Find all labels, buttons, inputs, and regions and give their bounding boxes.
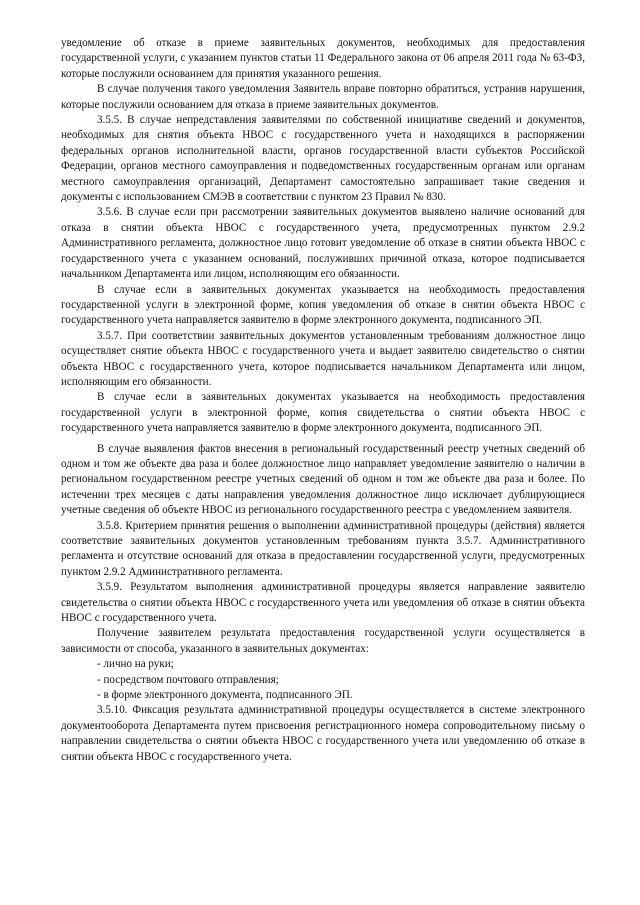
paragraph-3-5-6: 3.5.6. В случае если при рассмотрении заявительных документов выявлено наличие оснований для отказа в снятии объекта НВОС с государственного учета, предусмотренных пунктом 2.9.2 Административного регламента, должностное лицо готовит уведомление об отказе в снятии объекта НВОС с государственного учета с указанием оснований, послуживших причиной отказа, которое подписывается начальником Департамента или лицом, исполняющим его обязанности. <box>61 206 585 281</box>
paragraph-3-5-9: 3.5.9. Результатом выполнения административной процедуры является направление заявителю свидетельства о снятии объекта НВОС с государственного учета или уведомления об отказе в снятии объекта НВОС с государственного учета. <box>61 581 585 625</box>
paragraph-3-5-8: 3.5.8. Критерием принятия решения о выполнении административной процедуры (действия) является соответствие заявительных документов установленным требованиям пункта 3.5.7. Административного регламента и отсутствие оснований для отказа в предоставлении государственной услуги, предусмотренных пунктом 2.9.2 Административного регламента. <box>61 519 585 578</box>
paragraph-reapply: В случае получения такого уведомления Заявитель вправе повторно обратиться, устранив нарушения, которые послужили основанием для отказа в приеме заявительных документов. <box>61 83 585 111</box>
document-page <box>61 36 585 765</box>
paragraph-3-5-7: 3.5.7. При соответствии заявительных документов установленным требованиям должностное лицо осуществляет снятие объекта НВОС с государственного учета и выдает заявителю свидетельство о снятии объекта НВОС с государственного учета, которое подписывается начальником Департамента или лицом, исполняющим его обязанности. <box>61 329 585 388</box>
paragraph-electronic-certificate-copy: В случае если в заявительных документах указывается на необходимость предоставления государственной услуги в электронной форме, копия свидетельства о снятии объекта НВОС с государственного учета направляется заявителю в форме электронного документа, подписанного ЭП. <box>61 391 585 435</box>
paragraph-duplicate-records: В случае выявления фактов внесения в региональный государственный реестр учетных сведений об одном и том же объекте два раза и более должностное лицо направляет уведомление заявителю о наличии в региональном государственном реестре учетных сведений об одном и том же объекте два раза и более. По истечении трех месяцев с даты направления уведомления должностное лицо исключает дублирующиеся учетные сведения об объекте НВОС из регионального государственного реестра с уведомлением заявителя. <box>61 442 585 517</box>
paragraph-notice-refusal: уведомление об отказе в приеме заявительных документов, необходимых для предоставления государственной услуги, с указанием пунктов статьи 11 Федерального закона от 06 апреля 2011 года № 63-ФЗ, которые послужили основанием для принятия указанного решения. <box>61 37 585 80</box>
list-item-in-person: - лично на руки; <box>97 658 174 671</box>
list-item-by-post: - посредством почтового отправления; <box>97 673 279 686</box>
paragraph-3-5-10: 3.5.10. Фиксация результата административной процедуры осуществляется в системе электронного документооборота Департамента путем присвоения регистрационного номера сопроводительному письму о направлении свидетельства о снятии объекта НВОС с государственного учета или уведомлению об отказе в снятии объекта НВОС с государственного учета. <box>61 704 585 763</box>
paragraph-3-5-5: 3.5.5. В случае непредставления заявителями по собственной инициативе сведений и документов, необходимых для снятия объекта НВОС с государственного учета и находящихся в распоряжении федеральных органов исполнительной власти, органов государственной власти субъектов Российской Федерации, органов местного самоуправления и подведомственных государственным органам или органам местного самоуправления организаций, Департамент самостоятельно запрашивает такие сведения и документы с использованием СМЭВ в соответствии с пунктом 23 Правил № 830. <box>61 114 585 204</box>
list-item-electronic: - в форме электронного документа, подписанного ЭП. <box>97 689 353 702</box>
paragraph-electronic-refusal-copy: В случае если в заявительных документах указывается на необходимость предоставления государственной услуги в электронной форме, копия уведомления об отказе в снятии объекта НВОС с государственного учета направляется заявителю в форме электронного документа, подписанного ЭП. <box>61 283 585 327</box>
paragraph-result-receipt: Получение заявителем результата предоставления государственной услуги осуществляется в зависимости от способа, указанного в заявительных документах: <box>61 627 585 655</box>
